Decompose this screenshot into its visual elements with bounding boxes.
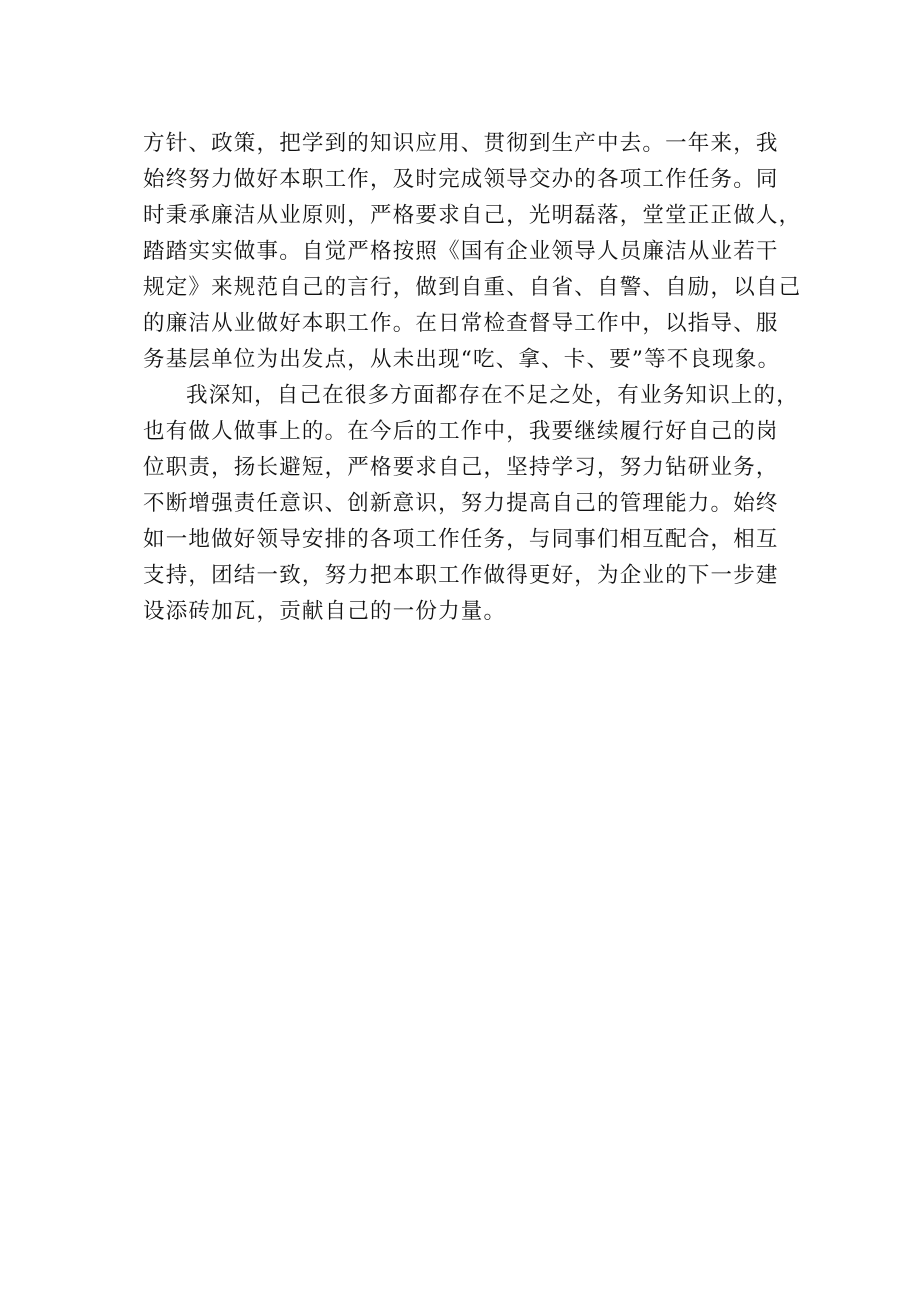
text-line: 务基层单位为出发点，从未出现“吃、拿、卡、要”等不良现象。 xyxy=(143,347,781,372)
text-line: 如一地做好领导安排的各项工作任务，与同事们相互配合，相互 xyxy=(143,527,779,552)
text-line: 始终努力做好本职工作，及时完成领导交办的各项工作任务。同 xyxy=(143,167,779,192)
text-line: 规定》来规范自己的言行，做到自重、自省、自警、自励，以自己 xyxy=(143,275,802,300)
text-line: 不断增强责任意识、创新意识，努力提高自己的管理能力。始终 xyxy=(143,491,779,516)
text-line: 我深知，自己在很多方面都存在不足之处，有业务知识上的， xyxy=(186,383,799,408)
text-line: 位职责，扬长避短，严格要求自己，坚持学习，努力钻研业务， xyxy=(143,455,779,480)
text-line: 方针、政策，把学到的知识应用、贯彻到生产中去。一年来，我 xyxy=(143,131,779,156)
text-line: 踏踏实实做事。自觉严格按照《国有企业领导人员廉洁从业若干 xyxy=(143,239,779,264)
text-line: 支持，团结一致，努力把本职工作做得更好，为企业的下一步建 xyxy=(143,563,779,588)
body-text xyxy=(143,126,802,630)
text-line: 也有做人做事上的。在今后的工作中，我要继续履行好自己的岗 xyxy=(143,419,779,444)
text-line: 时秉承廉洁从业原则，严格要求自己，光明磊落，堂堂正正做人， xyxy=(143,203,802,228)
paragraph-1 xyxy=(143,126,802,378)
text-line: 的廉洁从业做好本职工作。在日常检查督导工作中，以指导、服 xyxy=(143,311,779,336)
paragraph-2 xyxy=(143,378,799,630)
text-line: 设添砖加瓦，贡献自己的一份力量。 xyxy=(143,599,507,624)
